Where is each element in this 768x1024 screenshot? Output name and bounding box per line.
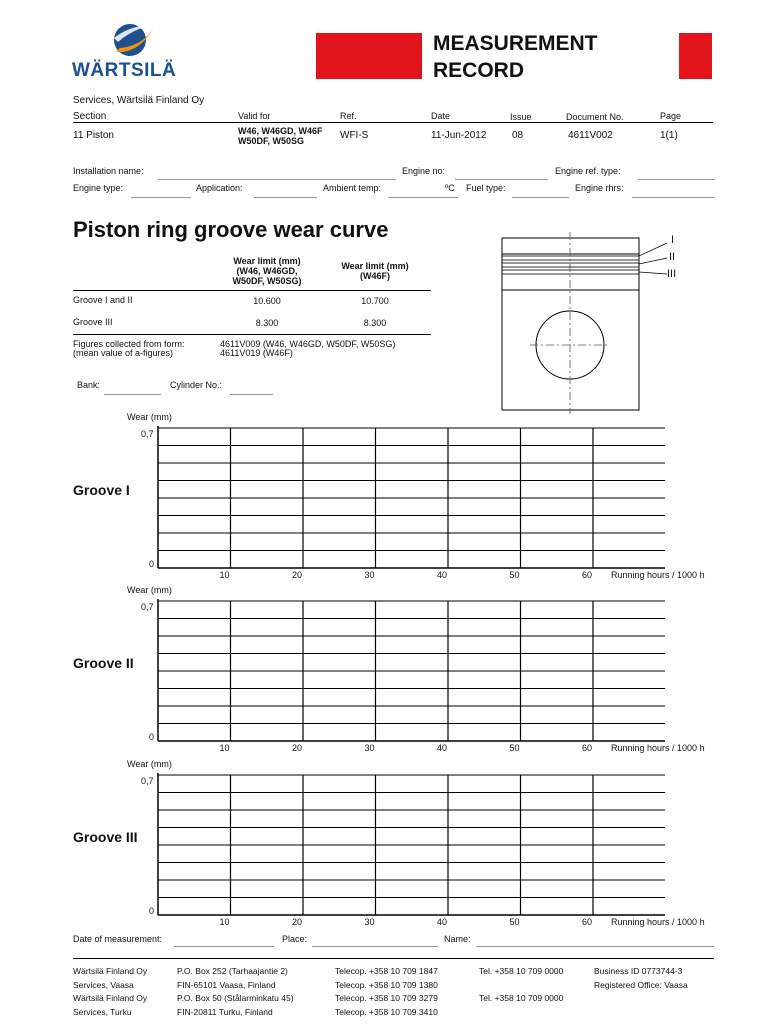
- source-label: [73, 340, 185, 358]
- footer-r2-c2: FIN-65101 Vaasa, Finland: [177, 979, 276, 990]
- logo-swirl-icon: [72, 14, 182, 64]
- chart-grid: [0, 757, 768, 927]
- footer-divider: [73, 958, 714, 959]
- limit-col2-header-l2: (W46F): [360, 271, 390, 281]
- engine-no-field[interactable]: [455, 179, 548, 180]
- value-issue: 08: [512, 130, 524, 141]
- footer-r4-c1: Services, Turku: [73, 1006, 132, 1017]
- label-date: Date: [431, 111, 451, 121]
- value-document-no: 4611V002: [568, 130, 613, 141]
- header-red-bar-left: [316, 33, 422, 79]
- value-ref: WFI-S: [340, 130, 369, 141]
- date-of-measurement-field[interactable]: [174, 946, 274, 947]
- chart-y-bottom: 0: [149, 906, 155, 916]
- x-tick-label: 60: [581, 570, 593, 580]
- groove-i-chart: [0, 410, 768, 580]
- installation-name-label: Installation name:: [73, 166, 144, 176]
- date-of-measurement-label: Date of measurement:: [73, 934, 163, 944]
- application-label: Application:: [196, 183, 243, 193]
- chart-y-top: 0,7: [141, 602, 154, 612]
- logo-text: WÄRTSILÄ: [72, 60, 177, 81]
- x-tick-label: 20: [291, 743, 303, 753]
- footer-col-2: [177, 965, 294, 1019]
- piston-label-ii: II: [669, 251, 676, 263]
- footer-r1-c4: Tel. +358 10 709 0000: [479, 966, 564, 976]
- x-tick-label: 20: [291, 917, 303, 927]
- application-field[interactable]: [254, 197, 317, 198]
- engine-ref-type-field[interactable]: [638, 179, 715, 180]
- x-axis-label: Running hours / 1000 h: [611, 917, 705, 927]
- chart-ylabel: Wear (mm): [127, 585, 172, 595]
- chart-y-top: 0,7: [141, 776, 154, 786]
- installation-name-field[interactable]: [158, 179, 396, 180]
- value-valid-for-1: W46, W46GD, W46F: [238, 126, 323, 136]
- limit-col1-header: [212, 256, 322, 286]
- value-page: 1(1): [660, 130, 678, 141]
- value-date: 11-Jun-2012: [431, 130, 487, 141]
- footer-r1-c3: Telecop. +358 10 709 1847: [335, 966, 438, 976]
- label-valid-for: Valid for: [238, 111, 271, 121]
- source-value-l2: 4611V019 (W46F): [220, 348, 293, 358]
- engine-rhrs-field[interactable]: [632, 197, 715, 198]
- footer-r1-c1: Wärtsilä Finland Oy: [73, 966, 148, 976]
- x-tick-label: 30: [364, 917, 375, 927]
- footer-r1-c5: Business ID 0773744-3: [594, 966, 683, 976]
- name-label: Name:: [444, 934, 471, 944]
- footer-r3-c4: Tel. +358 10 709 0000: [479, 993, 564, 1003]
- x-axis-label: Running hours / 1000 h: [611, 570, 705, 580]
- footer-r3-c1: Wärtsilä Finland Oy: [73, 993, 148, 1003]
- limit-row-1-v1: 10.600: [253, 296, 281, 306]
- footer-col-1: [73, 965, 147, 1019]
- chart-y-top: 0,7: [141, 429, 154, 439]
- footer-r4-c2: FIN-20811 Turku, Finland: [177, 1006, 273, 1017]
- header-red-bar-right: [679, 33, 712, 79]
- source-value: [220, 340, 395, 358]
- chart-groove-label: Groove II: [73, 655, 134, 671]
- x-tick-label: 20: [291, 570, 303, 580]
- limits-divider-bottom: [73, 334, 431, 335]
- x-tick-label: 50: [509, 570, 520, 580]
- value-section: 11 Piston: [73, 130, 114, 141]
- place-field[interactable]: [312, 946, 438, 947]
- cylinder-no-label: Cylinder No.:: [170, 380, 223, 390]
- x-tick-label: 30: [364, 570, 375, 580]
- x-tick-label: 10: [219, 570, 230, 580]
- footer-r2-c3: Telecop. +358 10 709 1380: [335, 979, 438, 990]
- x-tick-label: 50: [509, 917, 520, 927]
- footer: [0, 965, 768, 1021]
- footer-r3-c2: P.O. Box 50 (Stålarminkatu 45): [177, 993, 294, 1003]
- piston-label-i: I: [671, 234, 675, 246]
- document-title: [433, 30, 598, 84]
- label-section: Section: [73, 111, 107, 122]
- limit-row-1-v2: 10.700: [361, 296, 389, 306]
- engine-ref-type-label: Engine ref. type:: [555, 166, 621, 176]
- value-valid-for-2: W50DF, W50SG: [238, 136, 305, 146]
- piston-label-iii: III: [667, 268, 677, 280]
- limit-col1-header-l3: W50DF, W50SG): [232, 276, 302, 286]
- limit-col1-header-l1: Wear limit (mm): [233, 256, 301, 266]
- limit-col2-header-l1: Wear limit (mm): [341, 261, 409, 271]
- source-label-l1: Figures collected from form:: [73, 339, 185, 349]
- bank-label: Bank:: [77, 380, 101, 390]
- cylinder-no-field[interactable]: [230, 394, 273, 395]
- x-tick-label: 40: [436, 917, 448, 927]
- label-page: Page: [660, 111, 682, 121]
- x-tick-label: 40: [436, 570, 448, 580]
- piston-drawing: [495, 232, 690, 414]
- limit-row-2-v2: 8.300: [363, 318, 387, 328]
- fuel-type-field[interactable]: [512, 197, 569, 198]
- x-tick-label: 40: [436, 743, 448, 753]
- engine-rhrs-label: Engine rhrs:: [575, 183, 624, 193]
- footer-col-3: [335, 965, 438, 1019]
- chart-ylabel: Wear (mm): [127, 412, 172, 422]
- page-title: Piston ring groove wear curve: [73, 217, 389, 242]
- engine-type-label: Engine type:: [73, 183, 124, 193]
- footer-r1-c2: P.O. Box 252 (Tarhaajantie 2): [177, 966, 288, 976]
- footer-r2-c5: Registered Office: Vaasa: [594, 979, 688, 990]
- limit-col2-header: [330, 261, 420, 281]
- ambient-temp-field[interactable]: [388, 197, 458, 198]
- limit-row-2-v1: 8.300: [255, 318, 279, 328]
- ambient-temp-label: Ambient temp:: [323, 183, 382, 193]
- name-field[interactable]: [476, 946, 714, 947]
- chart-grid: [0, 410, 768, 580]
- chart-y-bottom: 0: [149, 732, 155, 742]
- x-axis-label: Running hours / 1000 h: [611, 743, 705, 753]
- source-value-l1: 4611V009 (W46, W46GD, W50DF, W50SG): [220, 339, 396, 349]
- limit-row-2-label: Groove III: [73, 317, 113, 327]
- engine-type-field[interactable]: [131, 197, 191, 198]
- groove-ii-chart: [0, 583, 768, 753]
- chart-ylabel: Wear (mm): [127, 759, 172, 769]
- title-line-1: MEASUREMENT: [433, 32, 598, 55]
- x-tick-label: 60: [581, 743, 593, 753]
- temp-unit: ºC: [445, 183, 455, 193]
- meta-divider: [73, 122, 713, 123]
- x-tick-label: 10: [219, 743, 230, 753]
- fuel-type-label: Fuel type:: [466, 183, 506, 193]
- chart-grid: [0, 583, 768, 753]
- bank-field[interactable]: [104, 394, 161, 395]
- label-document-no: Document No.: [566, 112, 624, 122]
- chart-y-bottom: 0: [149, 559, 155, 569]
- title-line-2: RECORD: [433, 59, 525, 82]
- label-issue: Issue: [510, 112, 532, 122]
- footer-r3-c3: Telecop. +358 10 709 3279: [335, 993, 438, 1003]
- source-label-l2: (mean value of a-figures): [73, 348, 174, 358]
- engine-no-label: Engine no:: [402, 166, 446, 176]
- limit-col1-header-l2: (W46, W46GD,: [236, 266, 298, 276]
- footer-col-5: [594, 965, 688, 992]
- place-label: Place:: [282, 934, 308, 944]
- x-tick-label: 30: [364, 743, 375, 753]
- footer-r2-c1: Services, Vaasa: [73, 979, 134, 990]
- x-tick-label: 10: [219, 917, 230, 927]
- footer-r4-c3: Telecop. +358 10 709 3410: [335, 1006, 438, 1017]
- limit-row-1-label: Groove I and II: [73, 295, 133, 305]
- chart-groove-label: Groove III: [73, 829, 138, 845]
- company-line: Services, Wärtsilä Finland Oy: [73, 95, 205, 106]
- footer-col-4: [479, 965, 563, 1006]
- wartsila-logo: [72, 14, 182, 84]
- limits-divider-top: [73, 290, 431, 291]
- x-tick-label: 50: [509, 743, 520, 753]
- chart-groove-label: Groove I: [73, 482, 130, 498]
- x-tick-label: 60: [581, 917, 593, 927]
- label-ref: Ref.: [340, 111, 357, 121]
- groove-iii-chart: [0, 757, 768, 927]
